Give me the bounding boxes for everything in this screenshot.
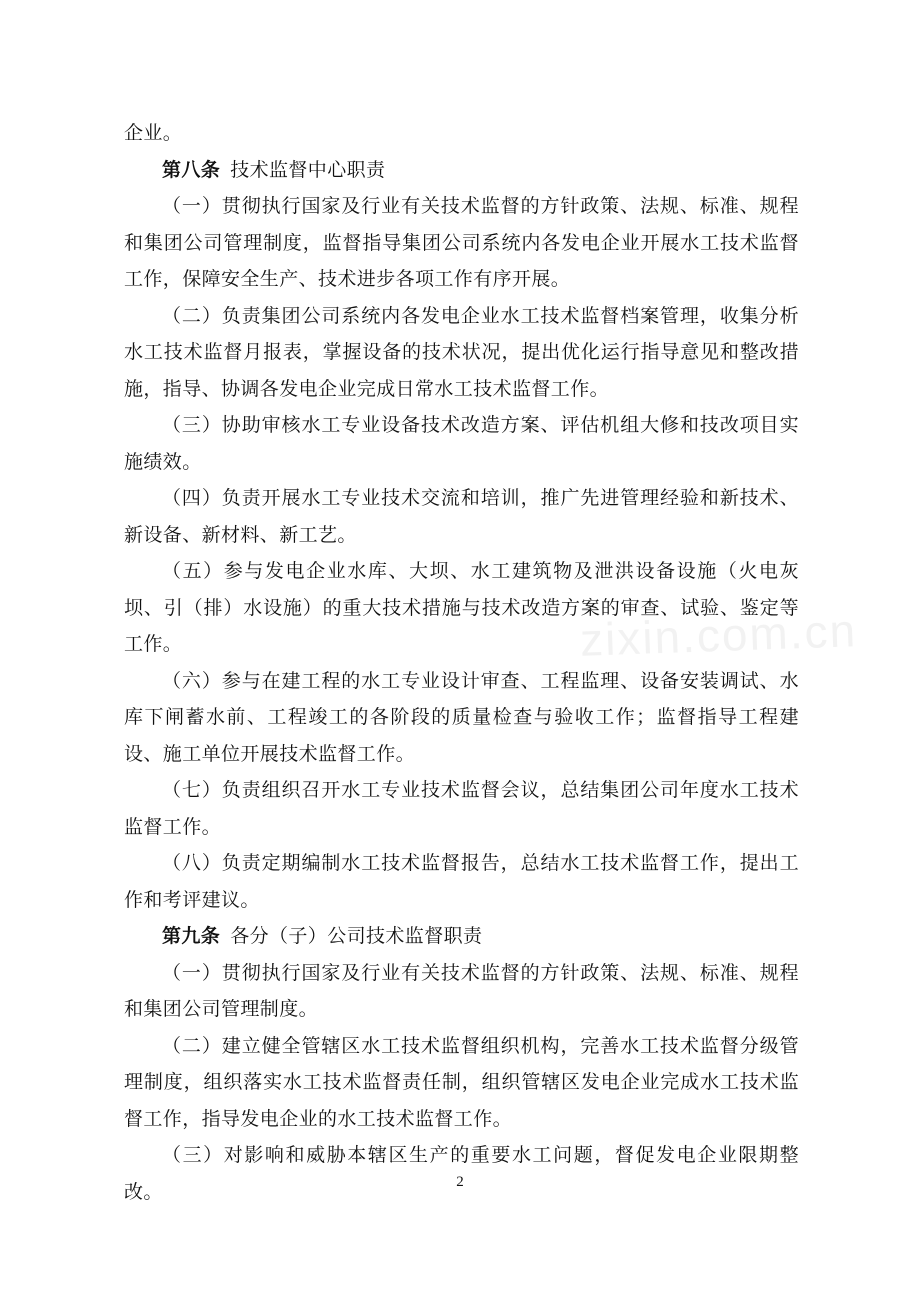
article-9-title: 各分（子）公司技术监督职责 [230, 925, 483, 947]
article-9-item-1: （一）贯彻执行国家及行业有关技术监督的方针政策、法规、标准、规程和集团公司管理制度。 [124, 961, 799, 1020]
watermark: zixin.com.cn [579, 604, 858, 666]
article-9-heading [124, 918, 799, 955]
article-8-item-1: （一）贯彻执行国家及行业有关技术监督的方针政策、法规、标准、规程和集团公司管理制度，监督指导集团公司系统内各发电企业开展水工技术监督工作，保障安全生产、技术进步各项工作有序开展。 [124, 195, 799, 290]
article-8-item-5: （五）参与发电企业水库、大坝、水工建筑物及泄洪设备设施（火电灰坝、引（排）水设施）的重大技术措施与技术改造方案的审查、试验、鉴定等工作。 [124, 560, 799, 655]
article-8-number: 第八条 [162, 158, 221, 181]
continuation-text: 企业。 [124, 122, 183, 144]
article-9-number: 第九条 [162, 925, 221, 947]
article-8-heading [124, 152, 799, 189]
article-8-title: 技术监督中心职责 [230, 158, 386, 181]
article-8-item-7: （七）负责组织召开水工专业技术监督会议，总结集团公司年度水工技术监督工作。 [124, 779, 799, 838]
article-8-item-8: （八）负责定期编制水工技术监督报告，总结水工技术监督工作，提出工作和考评建议。 [124, 852, 799, 911]
article-8-item-2: （二）负责集团公司系统内各发电企业水工技术监督档案管理，收集分析水工技术监督月报表，掌握设备的技术状况，提出优化运行指导意见和整改措施，指导、协调各发电企业完成日常水工技术监督工作。 [124, 304, 799, 400]
article-9-item-2: （二）建立健全管辖区水工技术监督组织机构，完善水工技术监督分级管理制度，组织落实水工技术监督责任制，组织管辖区发电企业完成水工技术监督工作，指导发电企业的水工技术监督工作。 [124, 1034, 799, 1130]
article-9-item-3: （三）对影响和威胁本辖区生产的重要水工问题，督促发电企业限期整改。 [124, 1144, 799, 1203]
article-8-item-6: （六）参与在建工程的水工专业设计审查、工程监理、设备安装调试、水库下闸蓄水前、工程竣工的各阶段的质量检查与验收工作；监督指导工程建设、施工单位开展技术监督工作。 [124, 669, 799, 765]
article-8-item-3: （三）协助审核水工专业设备技术改造方案、评估机组大修和技改项目实施绩效。 [124, 414, 799, 473]
article-8-item-4: （四）负责开展水工专业技术交流和培训，推广先进管理经验和新技术、新设备、新材料、新工艺。 [124, 487, 799, 546]
page-number: 2 [456, 1174, 464, 1190]
